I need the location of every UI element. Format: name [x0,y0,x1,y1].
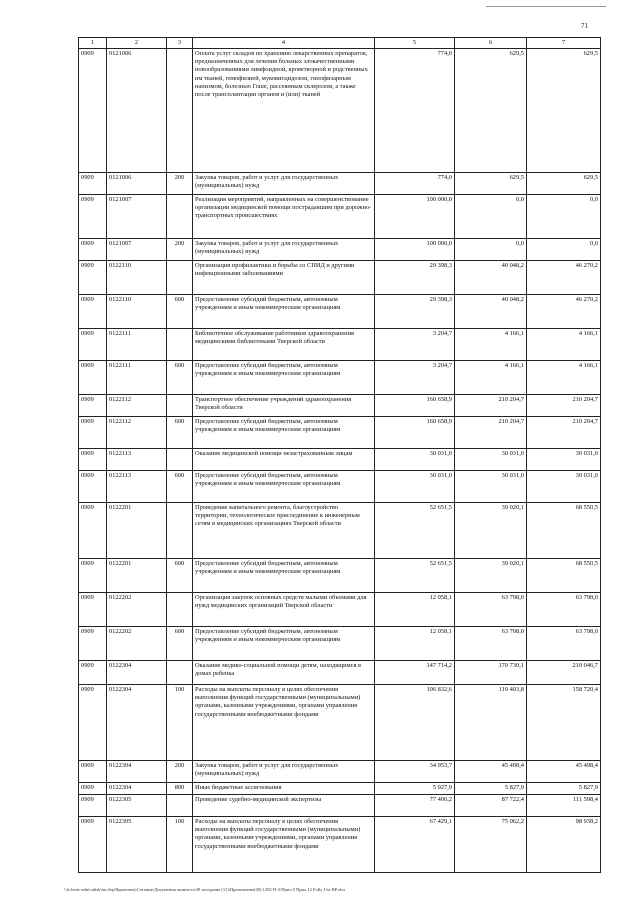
header-col-3: 3 [167,38,193,49]
row-section-code: 0909 [79,329,107,361]
table-row [79,817,601,873]
row-amount-3: 45 498,4 [527,761,601,783]
row-amount-3: 0,0 [527,195,601,239]
row-expense-type: 600 [167,559,193,593]
row-amount-1: 774,0 [375,49,455,173]
row-expense-type: 200 [167,173,193,195]
row-amount-2: 0,0 [455,195,527,239]
row-amount-2: 63 798,0 [455,627,527,661]
row-section-code: 0909 [79,661,107,685]
row-expense-type: 200 [167,239,193,261]
row-section-code: 0909 [79,49,107,173]
row-amount-2: 210 204,7 [455,417,527,449]
row-expense-type [167,195,193,239]
row-section-code: 0909 [79,559,107,593]
row-amount-1: 34 953,7 [375,761,455,783]
row-expense-type [167,49,193,173]
row-description: Предоставление субсидий бюджетным, автономным учреждениям и иным некоммерческим организациям [193,361,375,395]
row-amount-1: 100 000,0 [375,195,455,239]
row-amount-2: 4 166,1 [455,329,527,361]
header-col-2: 2 [107,38,167,49]
row-amount-1: 12 058,1 [375,593,455,627]
row-description: Организация профилактики и борьбы со СПИД и другими инфекционными заболеваниями [193,261,375,295]
row-section-code: 0909 [79,685,107,761]
row-amount-2: 0,0 [455,239,527,261]
row-target-code: 0122111 [107,329,167,361]
row-description: Расходы на выплаты персоналу в целях обеспечения выполнения функций государственными (муниципальными) органами, казенными учреждениями, органами управления государственными внебюджетными фондами [193,817,375,873]
row-amount-1: 3 204,7 [375,361,455,395]
row-target-code: 0122110 [107,295,167,329]
row-expense-type [167,449,193,471]
row-target-code: 0122305 [107,817,167,873]
row-amount-3: 5 827,9 [527,783,601,795]
row-expense-type [167,593,193,627]
row-amount-3: 111 598,4 [527,795,601,817]
table-row [79,761,601,783]
header-col-1: 1 [79,38,107,49]
row-target-code: 0122201 [107,559,167,593]
row-amount-2: 40 048,2 [455,261,527,295]
budget-table [78,37,601,873]
row-target-code: 0122113 [107,471,167,503]
table-row [79,239,601,261]
row-amount-3: 30 031,0 [527,449,601,471]
page-number: 71 [581,22,588,30]
row-section-code: 0909 [79,627,107,661]
row-amount-2: 87 722,4 [455,795,527,817]
row-amount-3: 158 720,4 [527,685,601,761]
table-row [79,449,601,471]
row-amount-2: 40 048,2 [455,295,527,329]
row-target-code: 0121007 [107,195,167,239]
row-description: Оказание медико-социальной помощи детям, находящимся в домах ребенка [193,661,375,685]
row-description: Закупка товаров, работ и услуг для государственных (муниципальных) нужд [193,761,375,783]
row-amount-2: 45 498,4 [455,761,527,783]
row-amount-2: 39 020,1 [455,559,527,593]
row-description: Проведение капитального ремонта, благоустройство территории, технологическое присоединение к инженерным сетям в медицинских организациях Тверской области [193,503,375,559]
table-row [79,417,601,449]
row-expense-type: 600 [167,471,193,503]
row-amount-1: 3 204,7 [375,329,455,361]
row-target-code: 0122201 [107,503,167,559]
row-target-code: 0122111 [107,361,167,395]
table-row [79,49,601,173]
row-expense-type: 100 [167,685,193,761]
row-description: Предоставление субсидий бюджетным, автономным учреждениям и иным некоммерческим организациям [193,627,375,661]
row-section-code: 0909 [79,817,107,873]
row-amount-2: 170 730,1 [455,661,527,685]
row-target-code: 0122304 [107,661,167,685]
row-description: Предоставление субсидий бюджетным, автономным учреждениям и иным некоммерческим организациям [193,295,375,329]
row-section-code: 0909 [79,783,107,795]
row-description: Проведение судебно-медицинской экспертизы [193,795,375,817]
table-header-row [79,38,601,49]
row-amount-1: 160 658,9 [375,417,455,449]
row-amount-3: 46 270,2 [527,295,601,329]
row-expense-type [167,661,193,685]
row-target-code: 0121006 [107,173,167,195]
row-amount-2: 39 020,1 [455,503,527,559]
table-row [79,661,601,685]
row-target-code: 0122112 [107,395,167,417]
row-amount-3: 68 550,5 [527,503,601,559]
row-target-code: 0122112 [107,417,167,449]
row-amount-1: 100 000,0 [375,239,455,261]
table-row [79,295,601,329]
table-row [79,627,601,661]
row-expense-type: 800 [167,783,193,795]
row-amount-3: 46 270,2 [527,261,601,295]
row-description: Закупка товаров, работ и услуг для государственных (муниципальных) нужд [193,173,375,195]
row-expense-type [167,395,193,417]
row-amount-2: 210 204,7 [455,395,527,417]
row-amount-3: 210 204,7 [527,417,601,449]
row-expense-type: 200 [167,761,193,783]
row-amount-3: 210 204,7 [527,395,601,417]
row-target-code: 0122304 [107,685,167,761]
row-amount-1: 160 658,9 [375,395,455,417]
row-amount-2: 75 062,2 [455,817,527,873]
row-description: Иные бюджетные ассигнования [193,783,375,795]
row-amount-3: 68 550,5 [527,559,601,593]
row-target-code: 0122304 [107,761,167,783]
row-amount-3: 63 798,0 [527,593,601,627]
table-row [79,471,601,503]
row-target-code: 0122113 [107,449,167,471]
row-expense-type: 600 [167,361,193,395]
row-section-code: 0909 [79,593,107,627]
row-amount-1: 77 400,2 [375,795,455,817]
header-col-7: 7 [527,38,601,49]
row-target-code: 0122305 [107,795,167,817]
header-col-5: 5 [375,38,455,49]
row-expense-type: 100 [167,817,193,873]
row-expense-type: 600 [167,295,193,329]
row-amount-3: 210 046,7 [527,661,601,685]
row-amount-3: 63 798,0 [527,627,601,661]
table-row [79,685,601,761]
row-amount-3: 0,0 [527,239,601,261]
row-description: Реализация мероприятий, направленных на совершенствование организации медицинской помощи пострадавшим при дорожно-транспортных происшествиях [193,195,375,239]
row-amount-3: 30 031,0 [527,471,601,503]
row-expense-type: 600 [167,627,193,661]
table-row [79,593,601,627]
row-amount-1: 52 651,5 [375,503,455,559]
row-section-code: 0909 [79,395,107,417]
table-row [79,329,601,361]
row-section-code: 0909 [79,471,107,503]
row-amount-2: 30 031,0 [455,449,527,471]
row-amount-1: 29 398,3 [375,295,455,329]
row-expense-type [167,503,193,559]
row-expense-type [167,329,193,361]
row-description: Закупка товаров, работ и услуг для государственных (муниципальных) нужд [193,239,375,261]
row-amount-1: 774,0 [375,173,455,195]
row-description: Предоставление субсидий бюджетным, автономным учреждениям и иным некоммерческим организациям [193,471,375,503]
row-amount-1: 67 429,1 [375,817,455,873]
file-path-footer: \\fs-lenic-adm\udisk\lm.dep\Ядвиговец\Сетевые\Документы комитета\49 заседание (11)\Приложение(49) 1292-П-2\Прил.5 Прил.12 Fully Use BP.xlsx [64,887,346,892]
row-expense-type: 600 [167,417,193,449]
row-description: Предоставление субсидий бюджетным, автономным учреждениям и иным некоммерческим организациям [193,559,375,593]
table-row [79,503,601,559]
row-amount-2: 63 798,0 [455,593,527,627]
row-amount-3: 4 166,1 [527,329,601,361]
row-section-code: 0909 [79,195,107,239]
row-amount-2: 119 403,8 [455,685,527,761]
row-target-code: 0121006 [107,49,167,173]
row-section-code: 0909 [79,795,107,817]
row-description: Расходы на выплаты персоналу в целях обеспечения выполнения функций государственными (муниципальными) органами, казенными учреждениями, органами управления государственными внебюджетными фондами [193,685,375,761]
row-target-code: 0121007 [107,239,167,261]
row-description: Библиотечное обслуживание работников здравоохранения медицинскими библиотеками Тверской области [193,329,375,361]
header-col-6: 6 [455,38,527,49]
row-section-code: 0909 [79,361,107,395]
row-amount-1: 30 031,0 [375,449,455,471]
row-amount-2: 629,5 [455,173,527,195]
row-section-code: 0909 [79,761,107,783]
row-amount-3: 98 938,2 [527,817,601,873]
table-row [79,559,601,593]
row-section-code: 0909 [79,295,107,329]
row-expense-type [167,261,193,295]
row-amount-1: 5 927,9 [375,783,455,795]
row-amount-3: 629,5 [527,173,601,195]
row-amount-3: 629,5 [527,49,601,173]
row-amount-2: 4 166,1 [455,361,527,395]
row-section-code: 0909 [79,449,107,471]
table-row [79,173,601,195]
row-section-code: 0909 [79,503,107,559]
table-row [79,195,601,239]
row-section-code: 0909 [79,239,107,261]
row-section-code: 0909 [79,261,107,295]
row-section-code: 0909 [79,417,107,449]
table-row [79,361,601,395]
row-amount-1: 30 031,0 [375,471,455,503]
row-amount-2: 5 827,9 [455,783,527,795]
table-row [79,395,601,417]
row-amount-1: 147 714,2 [375,661,455,685]
row-amount-1: 12 058,1 [375,627,455,661]
row-amount-1: 29 398,3 [375,261,455,295]
header-col-4: 4 [193,38,375,49]
table-row [79,783,601,795]
row-target-code: 0122304 [107,783,167,795]
table-row [79,795,601,817]
row-expense-type [167,795,193,817]
row-amount-3: 4 166,1 [527,361,601,395]
row-description: Оплата услуг складов по хранению лекарственных препаратов, предназначенных для лечения больных злокачественными новообразованиями лимфоидной, кроветворной и родственных им тканей, гемофилией, муковисцидозом, гипофизарным нанизмом, болезнью Гоше, рассеянным склерозом, а также после трансплантации органов и (или) тканей [193,49,375,173]
table-row [79,261,601,295]
top-rule [486,6,606,7]
row-description: Организация закупок основных средств малыми объемами для нужд медицинских организаций Тверской области [193,593,375,627]
row-amount-1: 52 651,5 [375,559,455,593]
row-description: Предоставление субсидий бюджетным, автономным учреждениям и иным некоммерческим организациям [193,417,375,449]
row-amount-2: 629,5 [455,49,527,173]
row-target-code: 0122202 [107,593,167,627]
row-target-code: 0122110 [107,261,167,295]
row-target-code: 0122202 [107,627,167,661]
row-amount-2: 30 031,0 [455,471,527,503]
row-description: Транспортное обеспечение учреждений здравоохранения Тверской области [193,395,375,417]
row-section-code: 0909 [79,173,107,195]
row-description: Оказание медицинской помощи незастрахованным лицам [193,449,375,471]
row-amount-1: 106 832,6 [375,685,455,761]
